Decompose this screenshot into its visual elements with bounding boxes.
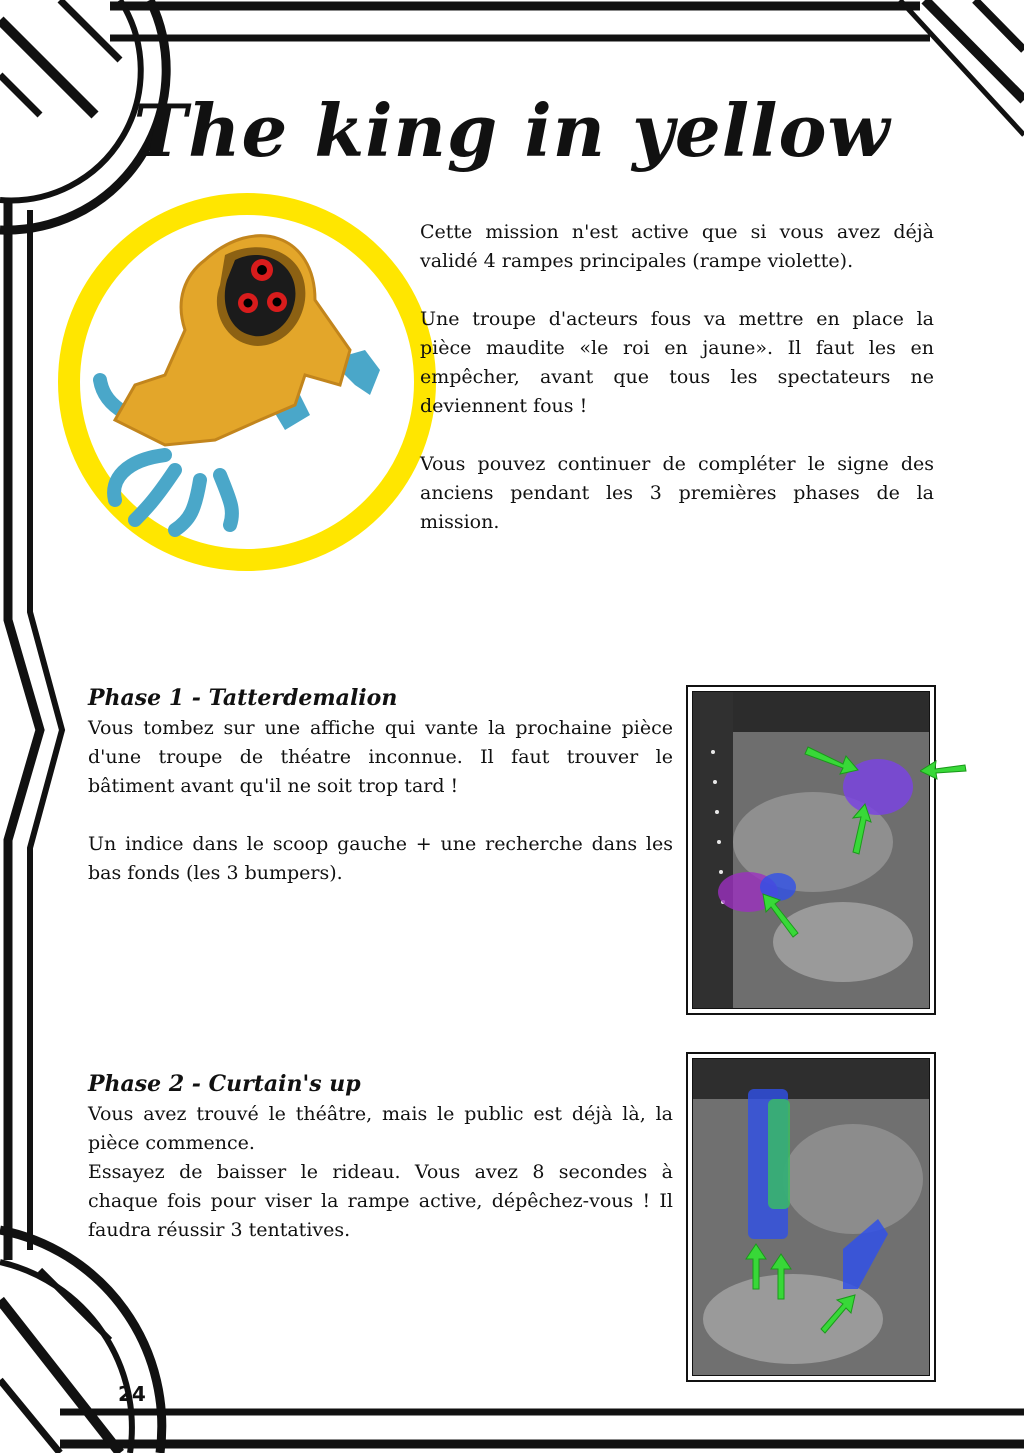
- page-number: 24: [118, 1382, 146, 1406]
- king-in-yellow-illustration: [55, 190, 440, 575]
- phase-1-playfield-photo: [686, 685, 936, 1015]
- green-arrow-icon: [920, 755, 970, 785]
- intro-paragraph: Vous pouvez continuer de compléter le signe des anciens pendant les 3 premières phases de la mission.: [420, 453, 934, 533]
- phase-1-title: Phase 1 - Tatterdemalion: [88, 685, 398, 711]
- phase-2-title: Phase 2 - Curtain's up: [88, 1071, 361, 1097]
- phase-2-paragraph: Essayez de baisser le rideau. Vous avez 8 secondes à chaque fois pour viser la rampe active, dépêchez-vous ! Il faudra réussir 3 tentatives.: [88, 1161, 673, 1241]
- page-title: The king in yellow: [133, 88, 891, 173]
- playfield-image: [693, 1059, 929, 1375]
- intro-text: [420, 218, 934, 537]
- phase-1-paragraph: Un indice dans le scoop gauche + une recherche dans les bas fonds (les 3 bumpers).: [88, 833, 673, 884]
- playfield-image: [693, 692, 929, 1008]
- phase-2-playfield-photo: [686, 1052, 936, 1382]
- phase-2-paragraph: Vous avez trouvé le théâtre, mais le public est déjà là, la pièce commence.: [88, 1103, 673, 1154]
- intro-paragraph: Cette mission n'est active que si vous avez déjà validé 4 rampes principales (rampe violette).: [420, 221, 934, 272]
- phase-2-body: [88, 1100, 673, 1245]
- phase-1-body: [88, 714, 673, 888]
- phase-1-paragraph: Vous tombez sur une affiche qui vante la prochaine pièce d'une troupe de théatre inconnue. Il faut trouver le bâtiment avant qu'il ne soit trop tard !: [88, 717, 673, 797]
- intro-paragraph: Une troupe d'acteurs fous va mettre en place la pièce maudite «le roi en jaune». Il faut les en empêcher, avant que tous les spectateurs ne deviennent fous !: [420, 308, 934, 417]
